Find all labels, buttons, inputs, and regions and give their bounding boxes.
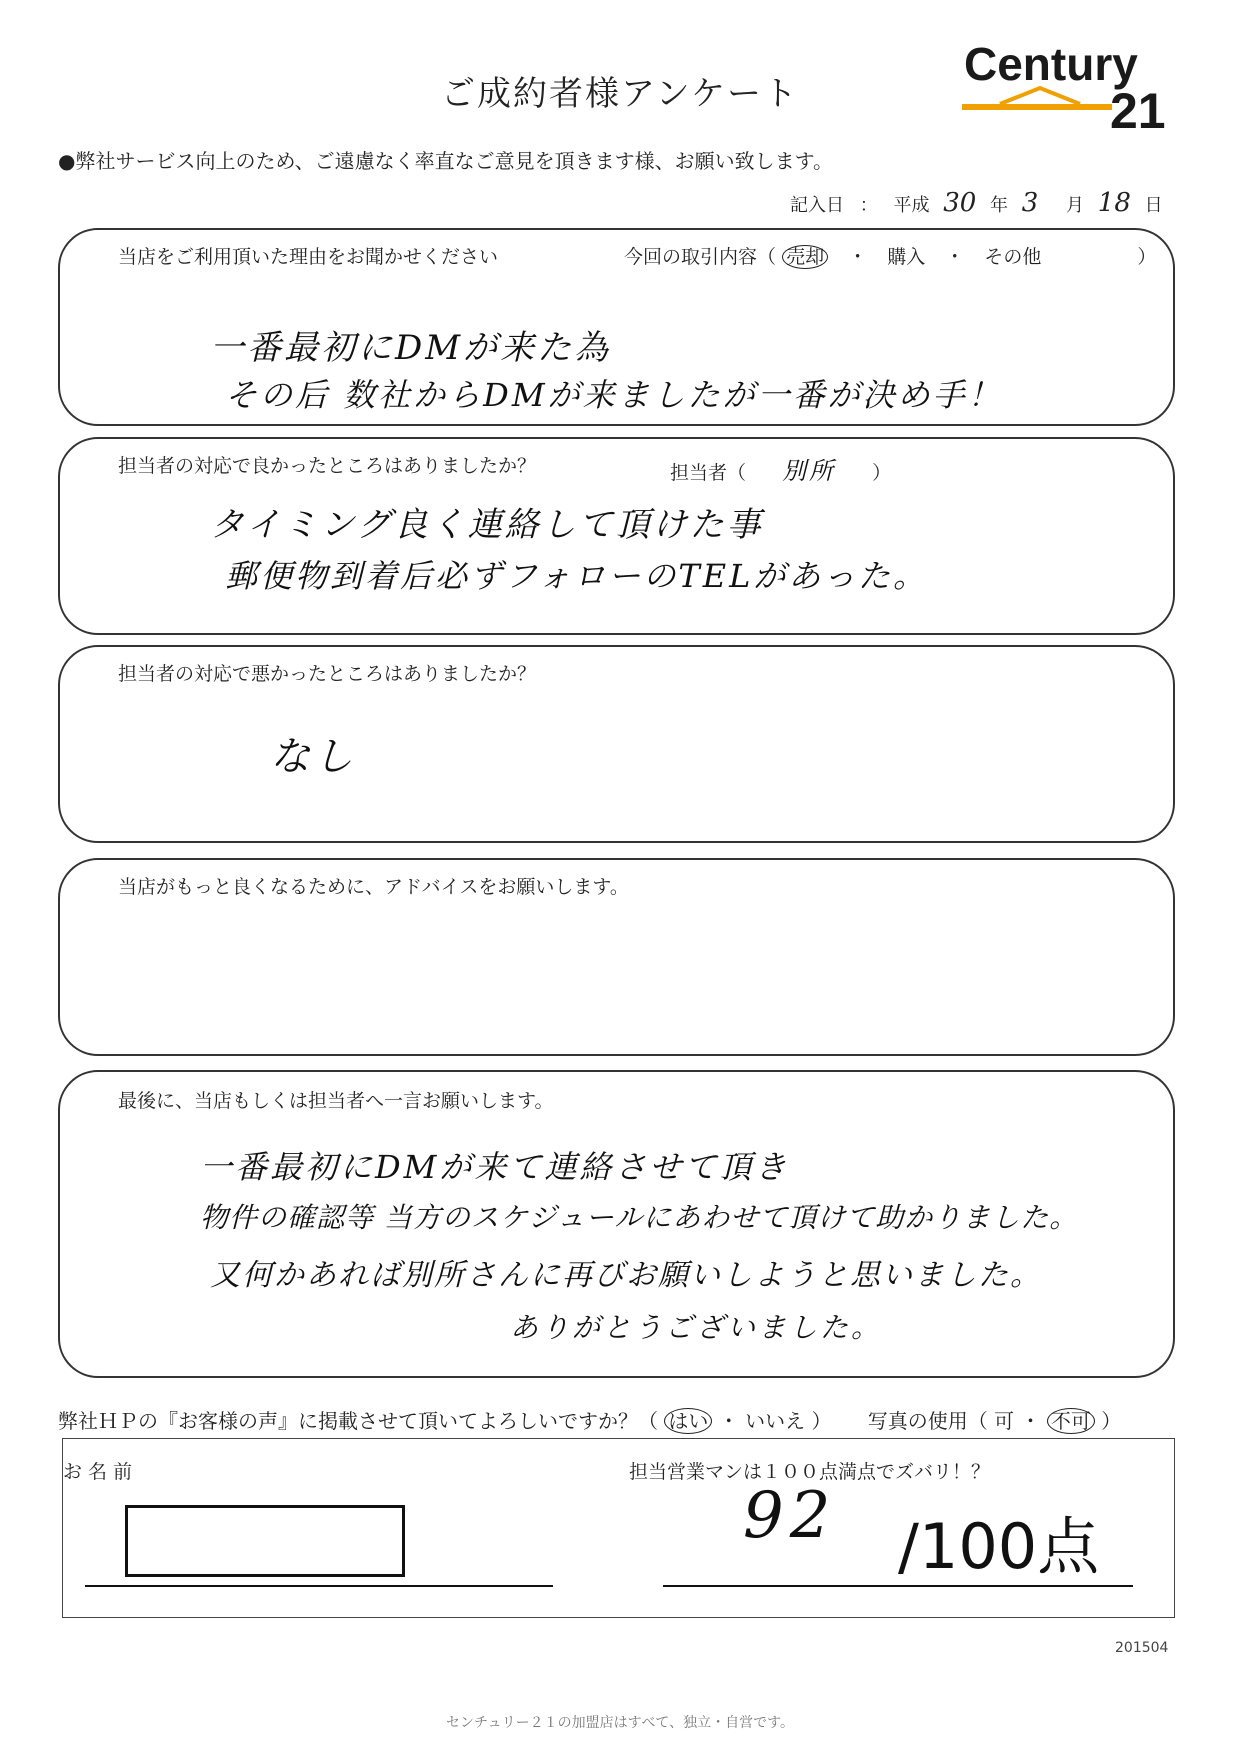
- staff-label: 担当者（: [670, 462, 747, 484]
- deal-sep: ・: [945, 246, 965, 268]
- q5-answer-line: ありがとうございました。: [510, 1311, 883, 1344]
- deal-buy: 購入: [887, 246, 926, 268]
- name-underline: [85, 1585, 553, 1587]
- consent-sep: ・: [718, 1409, 739, 1433]
- logo-graphic: [960, 32, 1175, 132]
- q1-question: 当店をご利用頂いた理由をお聞かせください: [118, 246, 499, 268]
- score-label: 担当営業マンは１００点満点でズバリ！？: [629, 1461, 991, 1483]
- publish-consent: [58, 1405, 1121, 1434]
- name-redaction-box: [125, 1505, 405, 1577]
- form-title: ご成約者様アンケート: [441, 74, 799, 114]
- logo-text: Century: [964, 38, 1138, 90]
- q2-answer-line: タイミング良く連絡して頂けた事: [210, 505, 764, 545]
- q1-deal-type: [624, 242, 1156, 269]
- deal-sep: ・: [848, 246, 868, 268]
- score-underline: [663, 1585, 1133, 1587]
- date-day-label: 日: [1144, 195, 1163, 216]
- photo-ok: 可: [994, 1409, 1015, 1433]
- q5-answer-line: 又何かあれば別所さんに再びお願いしようと思いました。: [210, 1258, 1042, 1293]
- staff-name: 別所: [782, 457, 837, 485]
- entry-date: [790, 188, 1163, 218]
- consent-close: ）: [811, 1409, 832, 1433]
- date-sep: ：: [859, 195, 878, 216]
- q1-answer-line: その后 数社からDMが来ましたが一番が決め手！: [225, 376, 1003, 414]
- q2-question: 担当者の対応で良かったところはありましたか？: [118, 455, 537, 477]
- score-total: /100点: [898, 1510, 1100, 1583]
- deal-other: その他: [984, 246, 1042, 268]
- deal-label: 今回の取引内容（: [624, 246, 777, 268]
- q3-question: 担当者の対応で悪かったところはありましたか？: [118, 663, 537, 685]
- q5-box: [58, 1070, 1175, 1378]
- photo-ng: 不可: [1047, 1408, 1095, 1434]
- photo-label: 写真の使用（: [867, 1409, 988, 1433]
- q5-answer-line: 物件の確認等 当方のスケジュールにあわせて頂けて助かりました。: [200, 1201, 1079, 1234]
- staff-close: ）: [872, 462, 892, 484]
- date-era: 平成: [893, 195, 930, 216]
- century21-logo: [960, 32, 1175, 132]
- deal-selected-sell: 売却: [782, 245, 828, 269]
- q3-answer: なし: [270, 734, 356, 780]
- q5-answer-line: 一番最初にDMが来て連絡させて頂き: [200, 1148, 790, 1186]
- q4-box: [58, 858, 1175, 1056]
- logo-roof: [1000, 88, 1080, 104]
- photo-sep: ・: [1020, 1409, 1041, 1433]
- footer-note: センチュリー２１の加盟店はすべて、独立・自営です。: [446, 1715, 794, 1731]
- date-month-label: 月: [1066, 195, 1085, 216]
- date-year: 30: [943, 188, 977, 218]
- q2-box: [58, 437, 1175, 635]
- q1-box: [58, 228, 1175, 426]
- consent-no: いいえ: [745, 1409, 806, 1433]
- q4-question: 当店がもっと良くなるために、アドバイスをお願いします。: [118, 876, 629, 898]
- q2-answer-line: 郵便物到着后必ずフォローのTELがあった。: [225, 557, 929, 595]
- date-month: 3: [1021, 188, 1039, 218]
- document-code: 201504: [1115, 1640, 1169, 1656]
- date-year-label: 年: [990, 195, 1009, 216]
- q2-staff: [670, 451, 891, 486]
- logo-number: 21: [1110, 83, 1166, 132]
- name-score-box: [62, 1438, 1175, 1618]
- intro-text: ●弊社サービス向上のため、ご遠慮なく率直なご意見を頂きます様、お願い致します。: [58, 149, 834, 173]
- q1-answer-line: 一番最初にDMが来た為: [210, 328, 612, 368]
- consent-question: 弊社ＨＰの『お客様の声』に掲載させて頂いてよろしいですか？（: [58, 1409, 658, 1433]
- deal-close: ）: [1137, 246, 1157, 268]
- score-value: 92: [743, 1479, 837, 1553]
- photo-close: ）: [1101, 1409, 1122, 1433]
- q5-question: 最後に、当店もしくは担当者へ一言お願いします。: [118, 1090, 554, 1112]
- consent-yes: はい: [664, 1408, 712, 1434]
- date-label: 記入日: [790, 195, 844, 216]
- logo-underline: [962, 104, 1112, 110]
- q3-box: [58, 645, 1175, 843]
- date-day: 18: [1097, 188, 1131, 218]
- name-label: お 名 前: [63, 1461, 133, 1483]
